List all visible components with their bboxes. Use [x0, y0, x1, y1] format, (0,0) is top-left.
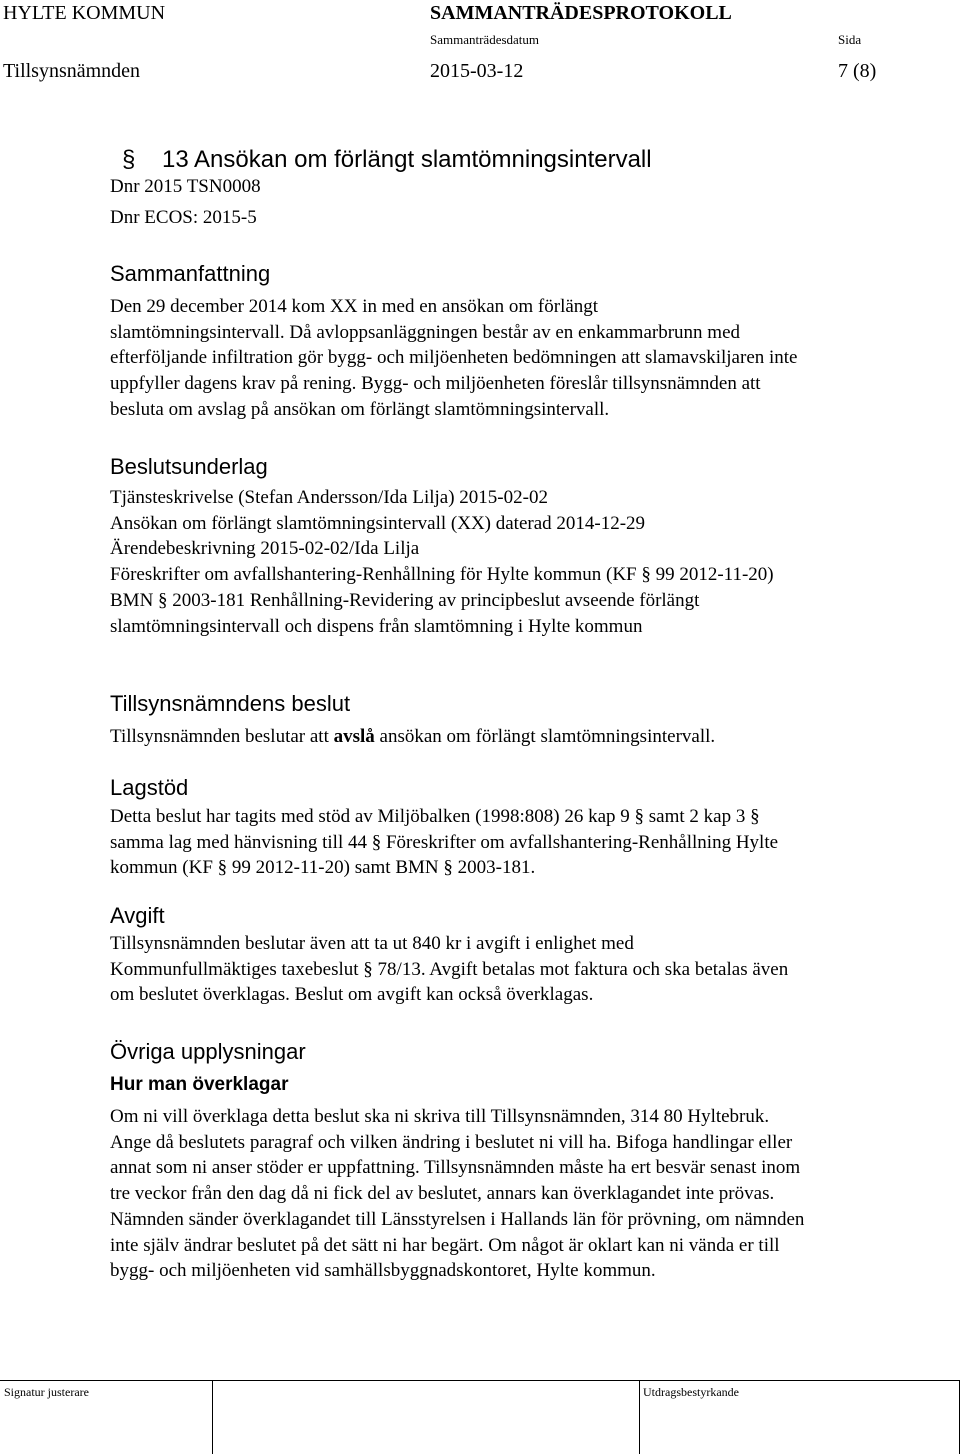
board-name: Tillsynsnämnden: [3, 60, 141, 82]
decision-heading: Tillsynsnämndens beslut: [110, 691, 351, 716]
basis-item: slamtömningsintervall och dispens från slamtömning i Hylte kommun: [110, 615, 643, 637]
summary-line: Den 29 december 2014 kom XX in med en ansökan om förlängt: [110, 296, 599, 317]
appeal-text: [110, 1104, 804, 1284]
legal-heading: Lagstöd: [110, 775, 189, 800]
legal-text: [110, 804, 778, 881]
appeal-line: Om ni vill överklaga detta beslut ska ni skriva till Tillsynsnämnden, 314 80 Hyltebruk.: [110, 1106, 770, 1127]
extract-label: Utdragsbestyrkande: [643, 1385, 739, 1399]
basis-item: BMN § 2003-181 Renhållning-Revidering av principbeslut avseende förlängt: [110, 589, 700, 611]
doc-type: SAMMANTRÄDESPROTOKOLL: [430, 2, 732, 24]
date-label: Sammanträdesdatum: [430, 32, 540, 47]
other-heading: Övriga upplysningar: [110, 1039, 306, 1064]
meeting-date: 2015-03-12: [430, 60, 524, 82]
appeal-line: annat som ni anser stöder er uppfattning. Tillsynsnämnden måste ha ert besvär senast inom: [110, 1157, 801, 1179]
appeal-line: Nämnden sänder överklagandet till Länsstyrelsen i Hallands län för prövning, om nämnden: [110, 1208, 805, 1230]
basis-list: [110, 485, 774, 639]
basis-heading: Beslutsunderlag: [110, 454, 268, 479]
basis-item: Tjänsteskrivelse (Stefan Andersson/Ida Lilja) 2015-02-02: [110, 487, 548, 508]
appeal-line: tre veckor från den dag då ni fick del av beslutet, annars kan överklagandet inte prövas.: [110, 1183, 775, 1205]
appeal-heading: Hur man överklagar: [110, 1074, 289, 1095]
fee-line: om beslutet överklagas. Beslut om avgift kan också överklagas.: [110, 984, 594, 1006]
decision-text-start: Tillsynsnämnden beslutar att: [110, 726, 334, 747]
decision-verb: avslå: [333, 726, 375, 747]
item-title: 13 Ansökan om förlängt slamtömningsintervall: [162, 146, 652, 173]
legal-line: Detta beslut har tagits med stöd av Miljöbalken (1998:808) 26 kap 9 § samt 2 kap 3 §: [110, 806, 760, 827]
summary-line: slamtömningsintervall. Då avloppsanläggningen består av en enkammarbrunn med: [110, 321, 740, 343]
footer-box-divider: [212, 1380, 213, 1454]
decision-text: [110, 724, 715, 750]
fee-line: Tillsynsnämnden beslutar även att ta ut 840 kr i avgift i enlighet med: [110, 933, 634, 954]
appeal-line: Ange då beslutets paragraf och vilken ändring i beslutet ni vill ha. Bifoga handlingar eller: [110, 1131, 793, 1153]
footer-divider: [0, 1380, 960, 1381]
org-name: HYLTE KOMMUN: [3, 2, 166, 24]
appeal-line: bygg- och miljöenheten vid samhällsbyggnadskontoret, Hylte kommun.: [110, 1260, 656, 1282]
fee-heading: Avgift: [110, 903, 165, 928]
dnr: Dnr 2015 TSN0008: [110, 176, 261, 197]
basis-item: Ansökan om förlängt slamtömningsintervall (XX) daterad 2014-12-29: [110, 512, 646, 534]
footer-box-divider: [639, 1380, 640, 1454]
fee-text: [110, 931, 788, 1008]
appeal-line: inte själv ändrar beslutet på det sätt ni har begärt. Om något är oklart kan ni vända er till: [110, 1234, 780, 1256]
fee-line: Kommunfullmäktiges taxebeslut § 78/13. Avgift betalas mot faktura och ska betalas även: [110, 958, 789, 980]
legal-line: kommun (KF § 99 2012-11-20) samt BMN § 2003-181.: [110, 857, 536, 879]
page-label: Sida: [838, 32, 862, 47]
page-number: 7 (8): [838, 60, 877, 82]
basis-item: Ärendebeskrivning 2015-02-02/Ida Lilja: [110, 538, 420, 560]
basis-item: Föreskrifter om avfallshantering-Renhållning för Hylte kommun (KF § 99 2012-11-20): [110, 564, 774, 586]
signature-label: Signatur justerare: [4, 1385, 89, 1399]
summary-line: besluta om avslag på ansökan om förlängt slamtömningsintervall.: [110, 398, 610, 420]
summary-line: efterföljande infiltration gör bygg- och miljöenheten bedömningen att slamavskiljaren inte: [110, 347, 798, 369]
dnr-ecos: Dnr ECOS: 2015-5: [110, 207, 257, 228]
legal-line: samma lag med hänvisning till 44 § Föreskrifter om avfallshantering-Renhållning Hylte: [110, 831, 779, 853]
summary-text: [110, 294, 798, 423]
summary-line: uppfyller dagens krav på rening. Bygg- och miljöenheten föreslår tillsynsnämnden att: [110, 373, 761, 395]
decision-text-end: ansökan om förlängt slamtömningsintervall.: [374, 726, 716, 747]
summary-heading: Sammanfattning: [110, 261, 271, 286]
section-symbol: §: [122, 146, 136, 173]
